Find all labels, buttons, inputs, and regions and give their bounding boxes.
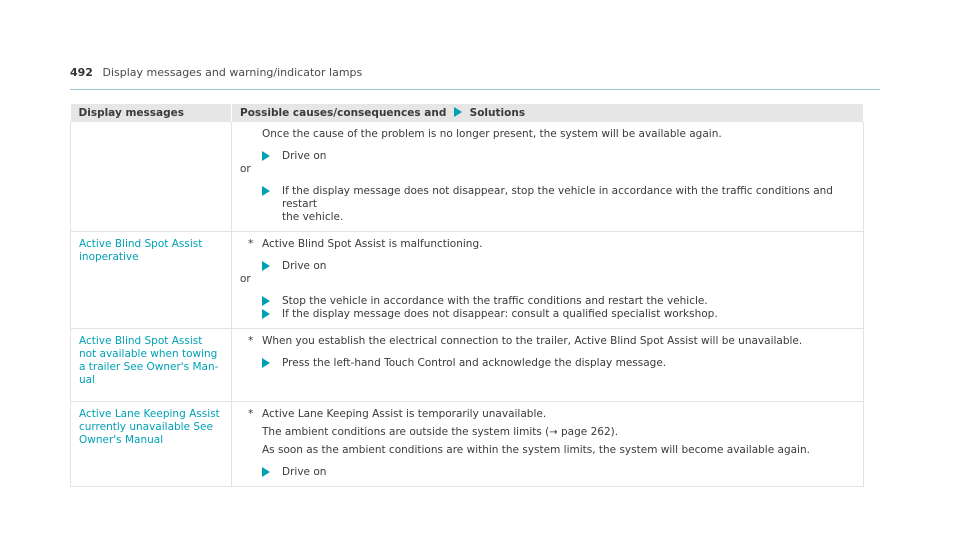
column-header-causes: Possible causes/consequences and bbox=[240, 106, 447, 119]
solution-step bbox=[240, 308, 855, 321]
display-message-text: ual bbox=[79, 374, 96, 386]
column-header-solutions: Solutions bbox=[469, 106, 526, 119]
display-message-text: a trailer See Owner's Man- bbox=[79, 361, 219, 373]
step-text: Drive on bbox=[282, 260, 327, 272]
step-arrow-icon bbox=[262, 358, 270, 368]
or-text: or bbox=[240, 163, 251, 175]
step-arrow-icon bbox=[262, 467, 270, 477]
solution-cell bbox=[232, 122, 864, 232]
cause-star: * bbox=[248, 238, 254, 250]
or-text: or bbox=[240, 273, 251, 285]
table-row bbox=[71, 232, 864, 329]
display-message-text: Active Lane Keeping Assist bbox=[79, 408, 220, 420]
display-message-text: not available when towing bbox=[79, 348, 218, 360]
table-row bbox=[71, 329, 864, 402]
message-cell bbox=[71, 232, 232, 329]
page-header bbox=[70, 66, 362, 79]
info-text: As soon as the ambient conditions are within the system limits, the system will become available again. bbox=[262, 444, 810, 456]
display-messages-table bbox=[70, 104, 864, 487]
step-text: Stop the vehicle in accordance with the traffic conditions and restart the vehicle. bbox=[282, 295, 708, 307]
message-cell bbox=[71, 329, 232, 402]
display-message-text: inoperative bbox=[79, 251, 139, 263]
solution-arrow-icon bbox=[454, 107, 462, 117]
solution-cell bbox=[232, 329, 864, 402]
solution-cell bbox=[232, 402, 864, 487]
step-text: If the display message does not disappear: consult a qualified specialist workshop. bbox=[282, 308, 718, 320]
column-header-display-messages: Display messages bbox=[71, 104, 232, 122]
cause-line bbox=[240, 238, 855, 251]
step-text: Drive on bbox=[282, 150, 327, 162]
message-cell bbox=[71, 402, 232, 487]
info-text bbox=[240, 426, 855, 439]
header-divider bbox=[70, 89, 880, 90]
display-message-text: Active Blind Spot Assist bbox=[79, 335, 203, 347]
display-message-text: Owner's Manual bbox=[79, 434, 164, 446]
display-message-text: currently unavailable See bbox=[79, 421, 213, 433]
solution-step bbox=[240, 260, 855, 273]
step-text: Drive on bbox=[282, 466, 327, 478]
table-row bbox=[71, 122, 864, 232]
info-text: Once the cause of the problem is no longer present, the system will be available again. bbox=[262, 128, 722, 140]
solution-step bbox=[240, 357, 855, 370]
page-reference[interactable]: page 262). bbox=[561, 426, 619, 438]
info-text-part: The ambient conditions are outside the system limits ( bbox=[262, 426, 550, 438]
step-arrow-icon bbox=[262, 261, 270, 271]
display-message-text: Active Blind Spot Assist bbox=[79, 238, 203, 250]
page-title: Display messages and warning/indicator lamps bbox=[102, 66, 363, 79]
cause-line bbox=[240, 408, 855, 421]
step-arrow-icon bbox=[262, 296, 270, 306]
solution-step bbox=[240, 185, 855, 224]
page-number: 492 bbox=[70, 66, 93, 79]
cause-text: Active Blind Spot Assist is malfunctioning. bbox=[262, 238, 483, 250]
page-reference-arrow: → bbox=[549, 427, 558, 438]
cause-line bbox=[240, 335, 855, 348]
step-text-cont: the vehicle. bbox=[282, 211, 344, 223]
step-text: If the display message does not disappear, stop the vehicle in accordance with the traffic conditions and restart bbox=[282, 185, 833, 210]
step-arrow-icon bbox=[262, 151, 270, 161]
cause-text: Active Lane Keeping Assist is temporarily unavailable. bbox=[262, 408, 547, 420]
message-cell bbox=[71, 122, 232, 232]
solution-step bbox=[240, 150, 855, 163]
cause-star: * bbox=[248, 408, 254, 420]
table-row bbox=[71, 402, 864, 487]
column-header-causes-solutions bbox=[232, 104, 864, 122]
solution-cell bbox=[232, 232, 864, 329]
solution-step bbox=[240, 295, 855, 308]
cause-text: When you establish the electrical connection to the trailer, Active Blind Spot Assist will be unavailable. bbox=[262, 335, 803, 347]
step-arrow-icon bbox=[262, 186, 270, 196]
cause-star: * bbox=[248, 335, 254, 347]
solution-step bbox=[240, 466, 855, 479]
step-text: Press the left-hand Touch Control and acknowledge the display message. bbox=[282, 357, 667, 369]
table-header-row bbox=[71, 104, 864, 122]
step-arrow-icon bbox=[262, 309, 270, 319]
